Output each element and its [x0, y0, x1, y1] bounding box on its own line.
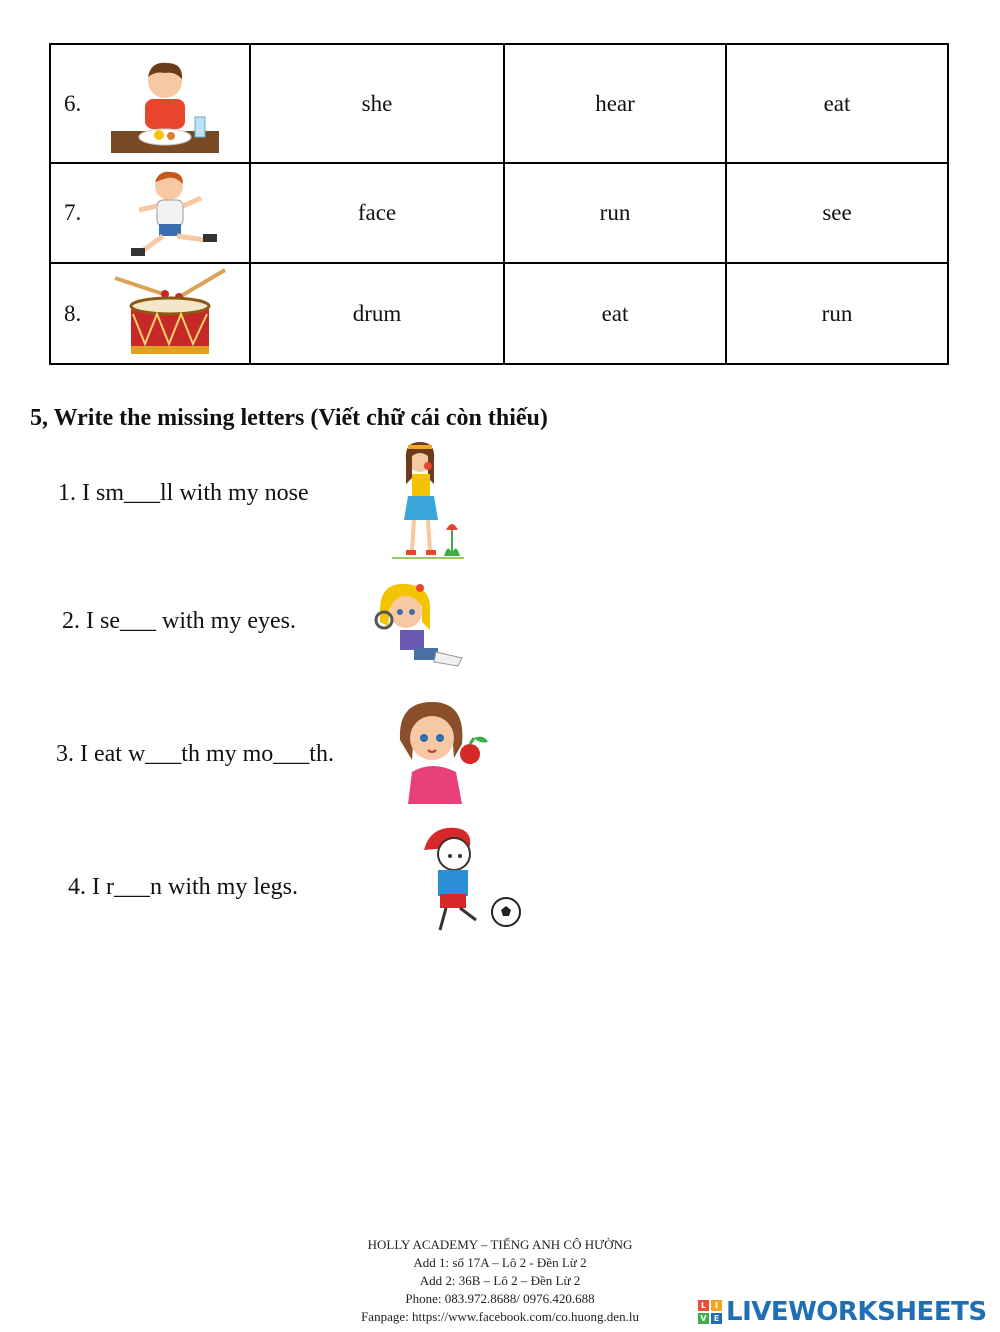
girl-magnifying-glass-icon [370, 582, 470, 678]
word-cell[interactable]: run [504, 163, 726, 263]
boy-running-icon [121, 168, 221, 262]
word-cell[interactable]: run [726, 263, 948, 364]
row-number: 8. [64, 300, 82, 326]
logo-block: E [711, 1313, 722, 1324]
drum-icon [111, 266, 231, 362]
footer-address-2: Add 2: 36B – Lô 2 – Đền Lừ 2 [419, 1273, 581, 1288]
sentence-2[interactable]: 2. I se___ with my eyes. [62, 608, 296, 634]
girl-smelling-flower-icon [388, 438, 468, 562]
word-cell[interactable]: eat [504, 263, 726, 364]
row-number: 6. [64, 90, 82, 116]
word-cell[interactable]: eat [726, 44, 948, 163]
logo-blocks-icon [698, 1300, 722, 1324]
word-cell[interactable]: she [250, 44, 504, 163]
picture-cell [50, 44, 250, 163]
boy-playing-football-icon [414, 824, 524, 936]
sentence-3[interactable]: 3. I eat w___th my mo___th. [56, 741, 334, 767]
table-row [50, 263, 948, 364]
footer [300, 1236, 700, 1326]
girl-eating-apple-icon [394, 700, 498, 804]
footer-phone: Phone: 083.972.8688/ 0976.420.688 [405, 1291, 595, 1306]
table-row [50, 44, 948, 163]
picture-cell [50, 263, 250, 364]
section-title: 5, Write the missing letters (Viết chữ cái còn thiếu) [30, 405, 548, 431]
row-number: 7. [64, 200, 82, 225]
logo-block: V [698, 1313, 709, 1324]
picture-cell [50, 163, 250, 263]
logo-block: I [711, 1300, 722, 1311]
word-cell[interactable]: hear [504, 44, 726, 163]
word-cell[interactable]: face [250, 163, 504, 263]
logo-block: L [698, 1300, 709, 1311]
boy-eating-icon [109, 57, 221, 157]
word-choice-table [49, 43, 949, 365]
logo-text: LIVEWORKSHEETS [726, 1297, 987, 1327]
table-row [50, 163, 948, 263]
footer-fanpage: Fanpage: https://www.facebook.com/co.huong.den.lu [361, 1309, 639, 1324]
sentence-1[interactable]: 1. I sm___ll with my nose [58, 480, 309, 506]
word-cell[interactable]: drum [250, 263, 504, 364]
liveworksheets-logo[interactable] [698, 1296, 987, 1328]
sentence-4[interactable]: 4. I r___n with my legs. [68, 874, 298, 900]
footer-address-1: Add 1: số 17A – Lô 2 - Đền Lừ 2 [413, 1255, 587, 1270]
footer-school-name: HOLLY ACADEMY – TIẾNG ANH CÔ HƯỜNG [367, 1237, 633, 1252]
word-cell[interactable]: see [726, 163, 948, 263]
